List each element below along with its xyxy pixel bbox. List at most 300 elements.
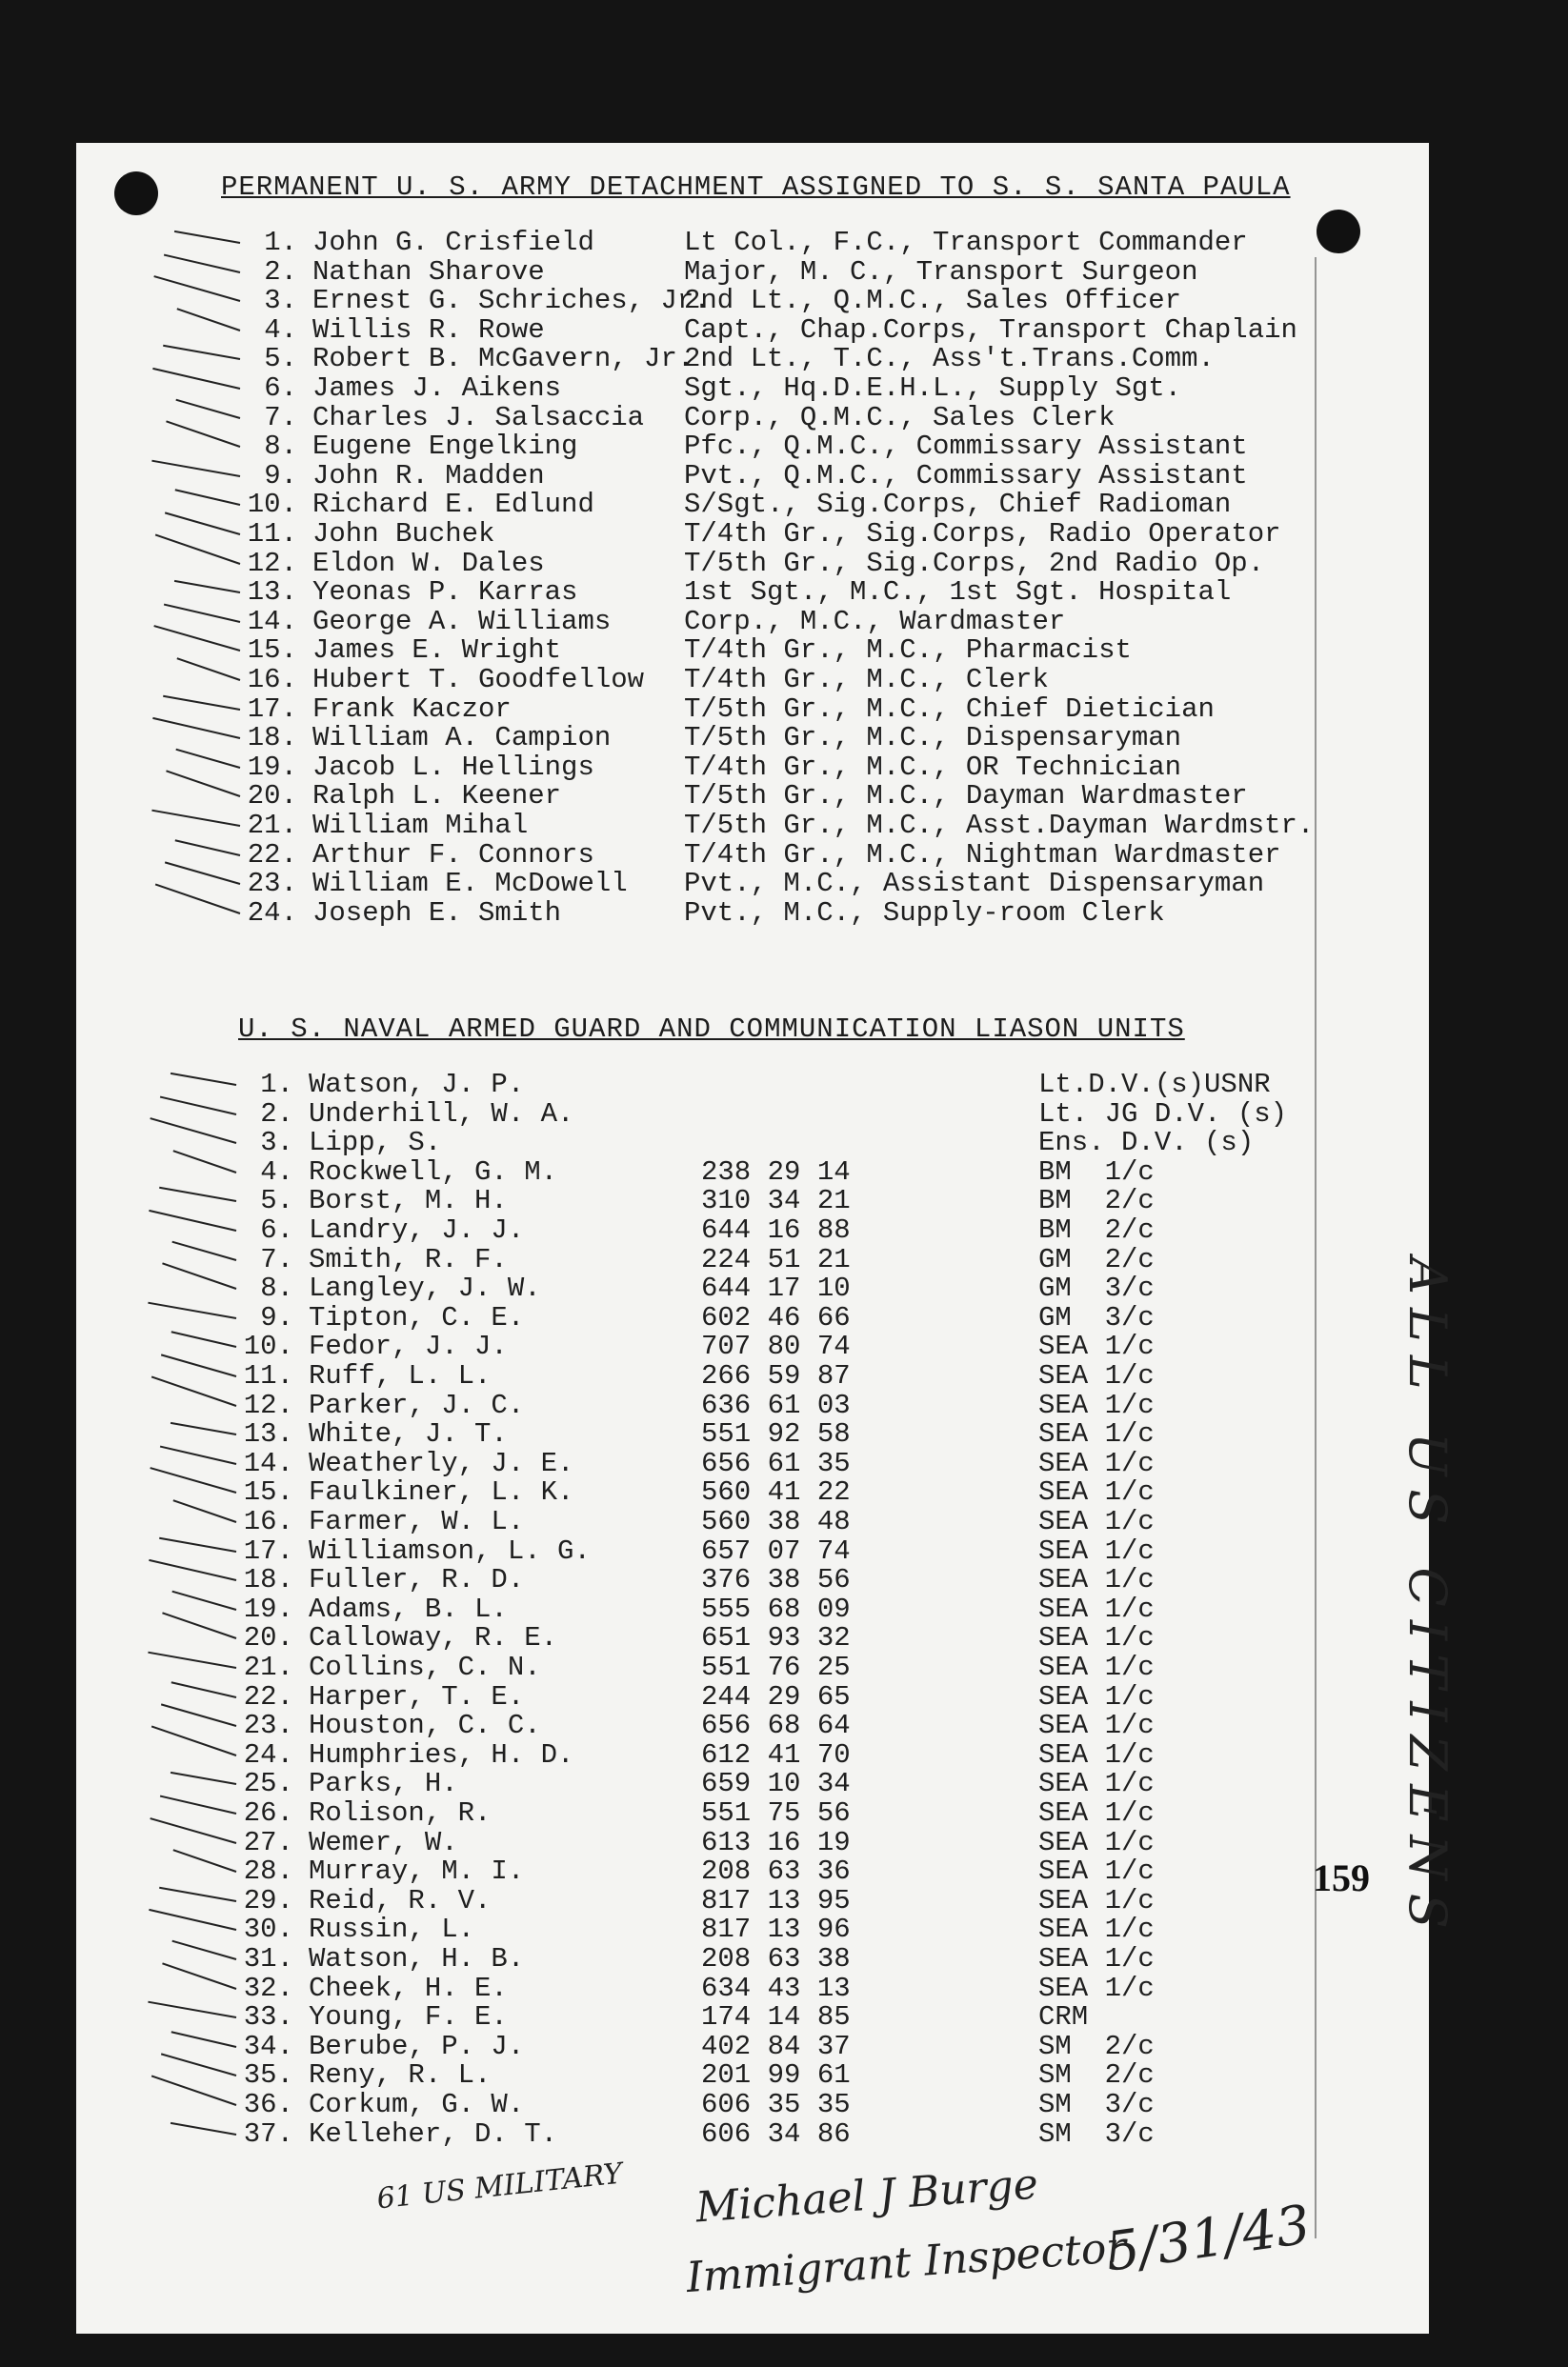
naval-roster-row (76, 1535, 1429, 1567)
service-number: 817 13 95 (701, 1884, 851, 1916)
rate-rank: Lt. JG D.V. (s) (1038, 1097, 1288, 1130)
row-number: 10. (243, 1331, 293, 1363)
row-number: 16. (243, 1506, 293, 1537)
row-number: 16. (247, 664, 297, 695)
rank-unit-duty: T/5th Gr., M.C., Dispensaryman (684, 722, 1182, 754)
service-number: 612 41 70 (701, 1738, 851, 1771)
rank-unit-duty: Major, M. C., Transport Surgeon (684, 255, 1198, 288)
naval-roster-row (76, 1360, 1429, 1392)
naval-roster-row (76, 1972, 1429, 2004)
rate-rank: SEA 1/c (1038, 1622, 1155, 1655)
rate-rank: SEA 1/c (1038, 1506, 1155, 1537)
check-tick-mark (148, 1301, 236, 1318)
army-roster-row (76, 868, 1429, 900)
row-number: 2. (264, 255, 297, 288)
check-tick-mark (163, 345, 240, 360)
row-number: 18. (247, 722, 297, 754)
rate-rank: SEA 1/c (1038, 1680, 1155, 1713)
person-name: Farmer, W. L. (309, 1506, 525, 1537)
rank-unit-duty: T/4th Gr., M.C., OR Technician (684, 751, 1182, 783)
rank-unit-duty: T/5th Gr., M.C., Asst.Dayman Wardmstr. (684, 810, 1315, 841)
army-roster-row (76, 751, 1429, 783)
row-number: 13. (243, 1418, 293, 1451)
naval-roster-row (76, 1069, 1429, 1100)
check-tick-mark (175, 749, 240, 769)
check-tick-mark (174, 231, 240, 244)
service-number: 634 43 13 (701, 1972, 851, 2004)
person-name: Reny, R. L. (309, 2059, 492, 2092)
check-tick-mark (160, 1445, 236, 1464)
row-number: 26. (243, 1797, 293, 1829)
person-name: Underhill, W. A. (309, 1097, 574, 1130)
rank-unit-duty: Pvt., M.C., Assistant Dispensaryman (684, 868, 1265, 900)
naval-roster-row (76, 1506, 1429, 1535)
person-name: Humphries, H. D. (309, 1738, 574, 1771)
service-number: 402 84 37 (701, 2030, 851, 2062)
person-name: James E. Wright (312, 634, 562, 667)
person-name: Wemer, W. (309, 1826, 458, 1858)
row-number: 9. (260, 1301, 293, 1334)
row-number: 36. (243, 2089, 293, 2120)
rank-unit-duty: T/5th Gr., M.C., Chief Dietician (684, 692, 1215, 725)
rate-rank: SEA 1/c (1038, 1738, 1155, 1771)
person-name: Russin, L. (309, 1914, 475, 1946)
naval-roster-row (76, 1768, 1429, 1800)
person-name: Faulkiner, L. K. (309, 1476, 574, 1509)
check-tick-mark (171, 1940, 236, 1960)
row-number: 7. (264, 401, 297, 433)
check-tick-mark (159, 1887, 236, 1902)
row-number: 31. (243, 1943, 293, 1975)
person-name: James J. Aikens (312, 372, 562, 404)
person-name: Berube, P. J. (309, 2030, 525, 2062)
row-number: 11. (243, 1360, 293, 1392)
rank-unit-duty: Capt., Chap.Corps, Transport Chaplain (684, 313, 1297, 346)
person-name: Yeonas P. Karras (312, 576, 578, 609)
person-name: Adams, B. L. (309, 1593, 508, 1625)
person-name: White, J. T. (309, 1418, 508, 1451)
person-name: Arthur F. Connors (312, 838, 594, 871)
person-name: Robert B. McGavern, Jr. (312, 343, 694, 375)
naval-roster-row (76, 1710, 1429, 1742)
service-number: 659 10 34 (701, 1768, 851, 1800)
naval-roster-row (76, 1447, 1429, 1479)
check-tick-mark (171, 1591, 236, 1611)
army-section-heading: PERMANENT U. S. ARMY DETACHMENT ASSIGNED TO S. S. SANTA PAULA (221, 171, 1291, 203)
rank-unit-duty: T/4th Gr., Sig.Corps, Radio Operator (684, 518, 1281, 550)
person-name: Williamson, L. G. (309, 1535, 591, 1567)
check-tick-mark (151, 459, 240, 476)
inspector-signature: Michael J Burge (694, 2159, 1040, 2233)
rank-unit-duty: Pvt., Q.M.C., Commissary Assistant (684, 459, 1248, 491)
row-number: 6. (260, 1214, 293, 1246)
check-tick-mark (175, 398, 240, 418)
naval-roster-row (76, 1855, 1429, 1888)
person-name: Smith, R. F. (309, 1243, 508, 1275)
army-roster-row (76, 634, 1429, 667)
row-number: 1. (260, 1069, 293, 1100)
person-name: Ralph L. Keener (312, 780, 562, 812)
row-number: 22. (247, 838, 297, 871)
row-number: 34. (243, 2030, 293, 2062)
naval-roster-row (76, 1097, 1429, 1130)
rate-rank: SEA 1/c (1038, 1389, 1155, 1421)
row-number: 15. (243, 1476, 293, 1509)
service-number: 657 07 74 (701, 1535, 851, 1567)
check-tick-mark (171, 1422, 236, 1435)
naval-roster-row (76, 1622, 1429, 1655)
army-roster-row (76, 227, 1429, 258)
margin-pencil-line (1315, 257, 1317, 2238)
row-number: 3. (260, 1127, 293, 1159)
row-number: 15. (247, 634, 297, 667)
row-number: 19. (243, 1593, 293, 1625)
row-number: 11. (247, 518, 297, 550)
row-number: 14. (247, 605, 297, 637)
army-roster-row (76, 896, 1429, 929)
rank-unit-duty: T/4th Gr., M.C., Nightman Wardmaster (684, 838, 1281, 871)
rank-unit-duty: 1st Sgt., M.C., 1st Sgt. Hospital (684, 576, 1232, 609)
row-number: 27. (243, 1826, 293, 1858)
service-number: 613 16 19 (701, 1826, 851, 1858)
person-name: Eugene Engelking (312, 431, 578, 463)
service-number: 560 38 48 (701, 1506, 851, 1537)
rank-unit-duty: Corp., M.C., Wardmaster (684, 605, 1066, 637)
rate-rank: SM 2/c (1038, 2059, 1155, 2092)
rate-rank: SEA 1/c (1038, 1652, 1155, 1683)
rank-unit-duty: 2nd Lt., Q.M.C., Sales Officer (684, 285, 1182, 317)
row-number: 12. (247, 547, 297, 579)
row-number: 1. (264, 227, 297, 258)
rate-rank: SEA 1/c (1038, 1972, 1155, 2004)
naval-roster-row (76, 1244, 1429, 1273)
row-number: 35. (243, 2059, 293, 2092)
rank-unit-duty: Pvt., M.C., Supply-room Clerk (684, 896, 1165, 929)
row-number: 30. (243, 1914, 293, 1946)
person-name: John G. Crisfield (312, 227, 594, 258)
rate-rank: SEA 1/c (1038, 1826, 1155, 1858)
row-number: 4. (260, 1155, 293, 1188)
rate-rank: SEA 1/c (1038, 1476, 1155, 1509)
check-tick-mark (171, 2031, 237, 2048)
side-note-handwriting: ALL US CITIZENS (1397, 1257, 1457, 1942)
person-name: Cheek, H. E. (309, 1972, 508, 2004)
row-number: 20. (247, 780, 297, 812)
row-number: 12. (243, 1389, 293, 1421)
check-tick-mark (164, 253, 240, 272)
person-name: Borst, M. H. (309, 1185, 508, 1217)
row-number: 21. (247, 810, 297, 841)
row-number: 17. (247, 692, 297, 725)
check-tick-mark (175, 839, 241, 856)
person-name: Parker, J. C. (309, 1389, 525, 1421)
service-number: 224 51 21 (701, 1243, 851, 1275)
person-name: George A. Williams (312, 605, 612, 637)
service-number: 817 13 96 (701, 1914, 851, 1946)
check-tick-mark (171, 1772, 236, 1785)
naval-roster-row (76, 1885, 1429, 1914)
naval-roster-row (76, 1564, 1429, 1596)
rate-rank: GM 3/c (1038, 1273, 1155, 1305)
rate-rank: Lt.D.V.(s)USNR (1038, 1069, 1271, 1100)
rate-rank: SEA 1/c (1038, 1360, 1155, 1392)
person-name: William Mihal (312, 810, 529, 841)
check-tick-mark (175, 490, 241, 507)
rate-rank: SEA 1/c (1038, 1535, 1155, 1567)
person-name: William E. McDowell (312, 868, 628, 900)
rate-rank: SEA 1/c (1038, 1884, 1155, 1916)
check-tick-mark (164, 603, 240, 622)
service-number: 201 99 61 (701, 2059, 851, 2092)
row-number: 17. (243, 1535, 293, 1567)
row-number: 25. (243, 1768, 293, 1800)
check-tick-mark (148, 2001, 236, 2018)
service-number: 244 29 65 (701, 1680, 851, 1713)
army-roster-row (76, 489, 1429, 521)
service-number: 602 46 66 (701, 1301, 851, 1334)
service-number: 656 68 64 (701, 1710, 851, 1742)
row-number: 8. (264, 431, 297, 463)
naval-roster-row (76, 2089, 1429, 2120)
person-name: Young, F. E. (309, 2001, 508, 2034)
rate-rank: GM 2/c (1038, 1243, 1155, 1275)
army-roster-row (76, 518, 1429, 550)
row-number: 8. (260, 1273, 293, 1305)
rate-rank: SM 2/c (1038, 2030, 1155, 2062)
naval-section-heading: U. S. NAVAL ARMED GUARD AND COMMUNICATION LIASON UNITS (238, 1013, 1185, 1045)
army-roster-row (76, 460, 1429, 489)
person-name: Houston, C. C. (309, 1710, 541, 1742)
check-tick-mark (171, 2121, 236, 2135)
person-name: Willis R. Rowe (312, 313, 545, 346)
check-tick-mark (171, 1681, 237, 1698)
row-number: 23. (247, 868, 297, 900)
rate-rank: BM 1/c (1038, 1155, 1155, 1188)
rate-rank: SM 3/c (1038, 2089, 1155, 2120)
person-name: John Buchek (312, 518, 495, 550)
page-number: 159 (1313, 1856, 1370, 1899)
service-number: 636 61 03 (701, 1389, 851, 1421)
person-name: Jacob L. Hellings (312, 751, 594, 783)
army-roster-row (76, 664, 1429, 695)
person-name: Corkum, G. W. (309, 2089, 525, 2120)
row-number: 19. (247, 751, 297, 783)
service-number: 551 75 56 (701, 1797, 851, 1829)
person-name: Rockwell, G. M. (309, 1155, 558, 1188)
rate-rank: SM 3/c (1038, 2117, 1155, 2150)
person-name: John R. Madden (312, 459, 545, 491)
person-name: Fuller, R. D. (309, 1564, 525, 1596)
row-number: 20. (243, 1622, 293, 1655)
service-number: 606 35 35 (701, 2089, 851, 2120)
rate-rank: SEA 1/c (1038, 1768, 1155, 1800)
check-tick-mark (160, 1095, 236, 1114)
person-name: Weatherly, J. E. (309, 1447, 574, 1479)
rank-unit-duty: 2nd Lt., T.C., Ass't.Trans.Comm. (684, 343, 1215, 375)
check-tick-mark (171, 1332, 237, 1349)
row-number: 5. (264, 343, 297, 375)
service-number: 376 38 56 (701, 1564, 851, 1596)
service-number: 555 68 09 (701, 1593, 851, 1625)
service-number: 266 59 87 (701, 1360, 851, 1392)
row-number: 18. (243, 1564, 293, 1596)
army-roster-row (76, 605, 1429, 637)
person-name: Harper, T. E. (309, 1680, 525, 1713)
person-name: Ruff, L. L. (309, 1360, 492, 1392)
rate-rank: SEA 1/c (1038, 1447, 1155, 1479)
signature-date: 5/31/43 (1101, 2194, 1315, 2284)
rate-rank: SEA 1/c (1038, 1855, 1155, 1888)
army-roster-row (76, 692, 1429, 725)
row-number: 13. (247, 576, 297, 609)
service-number: 644 17 10 (701, 1273, 851, 1305)
rate-rank: GM 3/c (1038, 1301, 1155, 1334)
person-name: Joseph E. Smith (312, 896, 562, 929)
check-tick-mark (163, 694, 240, 710)
service-number: 551 76 25 (701, 1652, 851, 1683)
service-number: 560 41 22 (701, 1476, 851, 1509)
army-roster-row (76, 402, 1429, 431)
rate-rank: BM 2/c (1038, 1185, 1155, 1217)
person-name: Murray, M. I. (309, 1855, 525, 1888)
row-number: 21. (243, 1652, 293, 1683)
naval-roster-row (76, 1652, 1429, 1683)
row-number: 2. (260, 1097, 293, 1130)
person-name: Watson, H. B. (309, 1943, 525, 1975)
naval-roster-row (76, 1738, 1429, 1771)
person-name: Collins, C. N. (309, 1652, 541, 1683)
military-count-note: 61 US MILITARY (374, 2156, 625, 2217)
naval-roster-row (76, 1155, 1429, 1188)
service-number: 551 92 58 (701, 1418, 851, 1451)
rate-rank: CRM (1038, 2001, 1089, 2034)
rate-rank: SEA 1/c (1038, 1564, 1155, 1596)
person-name: Frank Kaczor (312, 692, 512, 725)
naval-roster-row (76, 1127, 1429, 1159)
naval-roster-row (76, 1797, 1429, 1829)
naval-roster-row (76, 1914, 1429, 1946)
rank-unit-duty: S/Sgt., Sig.Corps, Chief Radioman (684, 489, 1232, 521)
person-name: Ernest G. Schriches, Jr. (312, 285, 711, 317)
person-name: Langley, J. W. (309, 1273, 541, 1305)
naval-roster-row (76, 1476, 1429, 1509)
row-number: 6. (264, 372, 297, 404)
naval-roster-row (76, 1826, 1429, 1858)
army-roster-row (76, 576, 1429, 609)
naval-roster-row (76, 1331, 1429, 1363)
naval-roster-row (76, 2059, 1429, 2092)
service-number: 174 14 85 (701, 2001, 851, 2034)
army-roster-row (76, 285, 1429, 317)
person-name: Rolison, R. (309, 1797, 492, 1829)
naval-roster-row (76, 1185, 1429, 1217)
check-tick-mark (159, 1536, 236, 1552)
document-page (76, 143, 1429, 2334)
army-roster-row (76, 372, 1429, 404)
row-number: 5. (260, 1185, 293, 1217)
check-tick-mark (148, 1652, 236, 1669)
row-number: 24. (247, 896, 297, 929)
check-tick-mark (159, 1187, 236, 1202)
service-number: 208 63 36 (701, 1855, 851, 1888)
army-roster-row (76, 431, 1429, 463)
row-number: 14. (243, 1447, 293, 1479)
person-name: Lipp, S. (309, 1127, 442, 1159)
check-tick-mark (171, 1240, 236, 1260)
row-number: 32. (243, 1972, 293, 2004)
row-number: 7. (260, 1243, 293, 1275)
army-roster-row (76, 547, 1429, 579)
person-name: Fedor, J. J. (309, 1331, 508, 1363)
rate-rank: SEA 1/c (1038, 1331, 1155, 1363)
rank-unit-duty: Pfc., Q.M.C., Commissary Assistant (684, 431, 1248, 463)
row-number: 22. (243, 1680, 293, 1713)
person-name: Nathan Sharove (312, 255, 545, 288)
service-number: 208 63 38 (701, 1943, 851, 1975)
army-roster-row (76, 313, 1429, 346)
person-name: Landry, J. J. (309, 1214, 525, 1246)
naval-roster-row (76, 1273, 1429, 1305)
check-tick-mark (171, 1073, 236, 1086)
army-roster-row (76, 343, 1429, 375)
service-number: 644 16 88 (701, 1214, 851, 1246)
person-name: Reid, R. V. (309, 1884, 492, 1916)
person-name: Parks, H. (309, 1768, 458, 1800)
person-name: Hubert T. Goodfellow (312, 664, 645, 695)
row-number: 37. (243, 2117, 293, 2150)
service-number: 656 61 35 (701, 1447, 851, 1479)
row-number: 3. (264, 285, 297, 317)
service-number: 707 80 74 (701, 1331, 851, 1363)
row-number: 23. (243, 1710, 293, 1742)
person-name: Calloway, R. E. (309, 1622, 558, 1655)
person-name: Watson, J. P. (309, 1069, 525, 1100)
army-roster-row (76, 810, 1429, 841)
check-tick-mark (151, 810, 240, 827)
naval-roster-row (76, 1680, 1429, 1713)
rate-rank: SEA 1/c (1038, 1914, 1155, 1946)
naval-roster-row (76, 2117, 1429, 2150)
naval-roster-row (76, 1418, 1429, 1451)
army-roster-row (76, 722, 1429, 754)
service-number: 606 34 86 (701, 2117, 851, 2150)
naval-roster-row (76, 1389, 1429, 1421)
naval-roster-row (76, 2030, 1429, 2062)
service-number: 310 34 21 (701, 1185, 851, 1217)
rate-rank: BM 2/c (1038, 1214, 1155, 1246)
person-name: Charles J. Salsaccia (312, 401, 645, 433)
punch-hole-left (114, 171, 158, 215)
naval-roster-row (76, 2001, 1429, 2034)
service-number: 651 93 32 (701, 1622, 851, 1655)
service-number: 238 29 14 (701, 1155, 851, 1188)
naval-roster-row (76, 1301, 1429, 1334)
rank-unit-duty: Corp., Q.M.C., Sales Clerk (684, 401, 1116, 433)
row-number: 33. (243, 2001, 293, 2034)
check-tick-mark (160, 1795, 236, 1815)
rank-unit-duty: T/4th Gr., M.C., Clerk (684, 664, 1049, 695)
person-name: Kelleher, D. T. (309, 2117, 558, 2150)
rank-unit-duty: T/4th Gr., M.C., Pharmacist (684, 634, 1132, 667)
check-tick-mark (174, 580, 240, 593)
row-number: 24. (243, 1738, 293, 1771)
naval-roster-row (76, 1943, 1429, 1975)
rank-unit-duty: T/5th Gr., Sig.Corps, 2nd Radio Op. (684, 547, 1265, 579)
rate-rank: Ens. D.V. (s) (1038, 1127, 1255, 1159)
row-number: 29. (243, 1884, 293, 1916)
rank-unit-duty: Lt Col., F.C., Transport Commander (684, 227, 1248, 258)
person-name: Tipton, C. E. (309, 1301, 525, 1334)
